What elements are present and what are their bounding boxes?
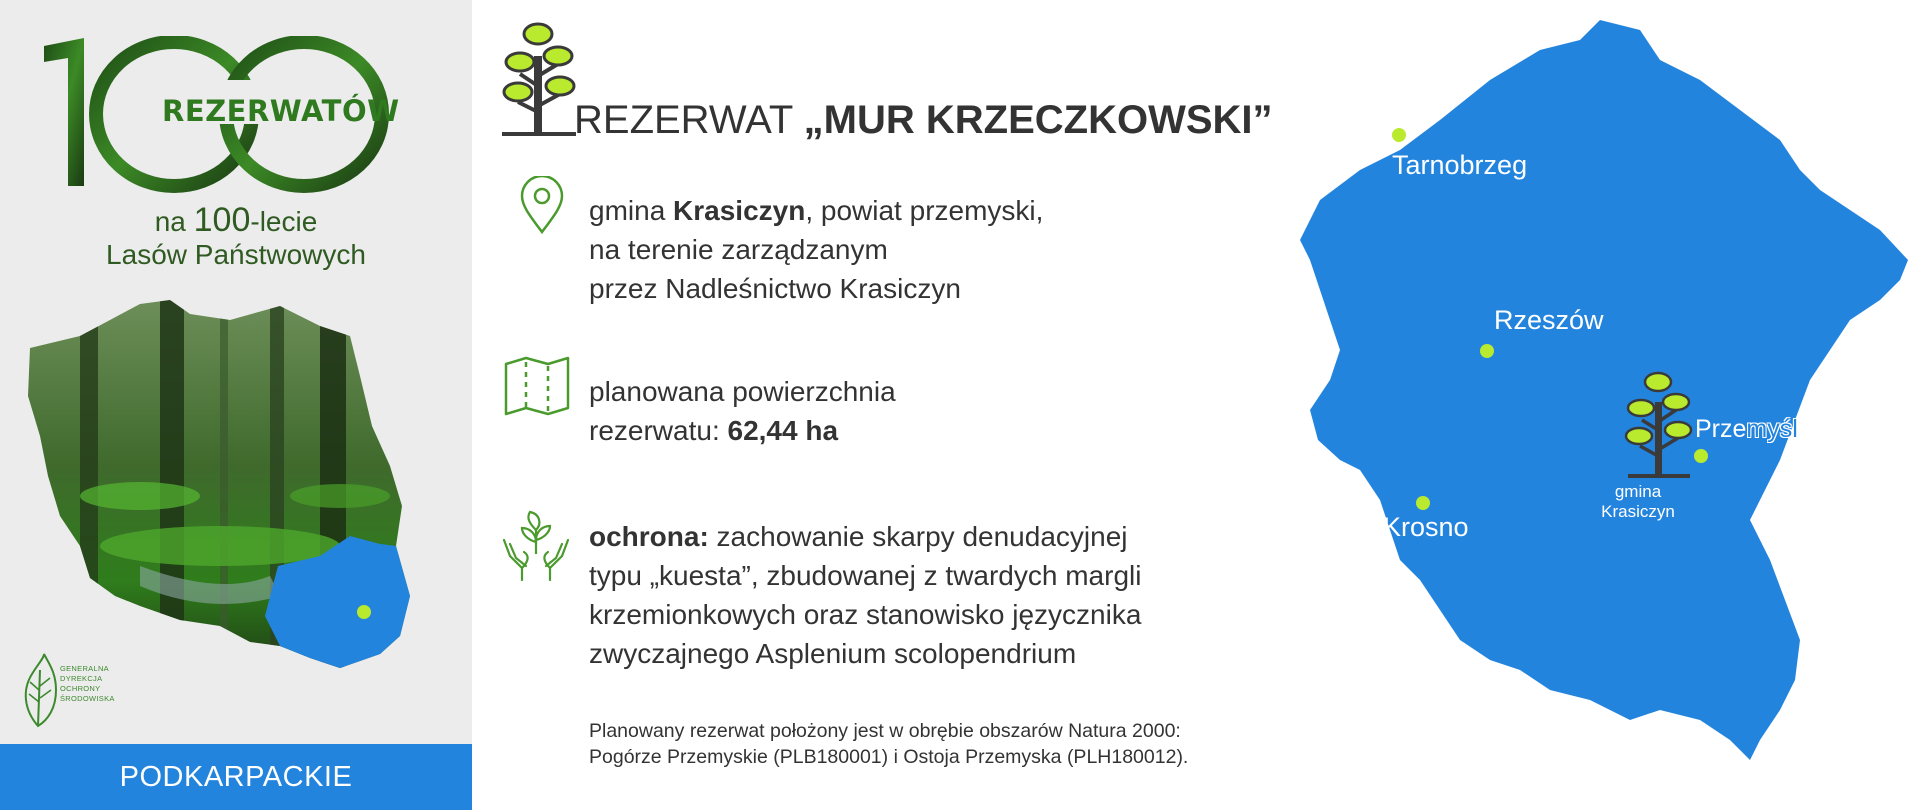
protection-line1 xyxy=(589,517,1289,556)
anniversary-subtitle xyxy=(0,201,472,271)
area-prefix: rezerwatu: xyxy=(589,415,728,446)
protection-line2: typu „kuesta”, zbudowanej z twardych margli xyxy=(589,560,1142,591)
tree-icon xyxy=(500,16,578,136)
city-dot-krosno xyxy=(1416,496,1430,510)
location-pin-icon xyxy=(512,176,572,236)
subtitle-line2: Lasów Państwowych xyxy=(106,239,366,270)
city-dot-przemysl xyxy=(1694,449,1708,463)
location-line3: przez Nadleśnictwo Krasiczyn xyxy=(589,273,961,304)
city-rzeszow: Rzeszów xyxy=(1494,305,1604,335)
przemysl-part2: myśl xyxy=(1746,415,1798,443)
page-title xyxy=(574,98,1273,143)
subtitle-suffix: -lecie xyxy=(250,206,318,237)
gdos-name xyxy=(60,664,115,704)
poland-forest-map xyxy=(20,296,430,676)
folded-map-icon xyxy=(502,356,572,416)
protection-info xyxy=(589,517,1289,673)
location-line2: na terenie zarządzanym xyxy=(589,234,888,265)
commune-name: Krasiczyn xyxy=(673,195,806,226)
gmina-line2: Krasiczyn xyxy=(1601,502,1675,521)
city-dot-tarnobrzeg xyxy=(1392,128,1406,142)
gdos-line: DYREKCJA xyxy=(60,674,103,683)
protection-line3: krzemionkowych oraz stanowisko języcznika xyxy=(589,599,1142,630)
reserve-name: „MUR KRZECZKOWSKI” xyxy=(803,98,1273,142)
gdos-line: ŚRODOWISKA xyxy=(60,694,115,703)
area-line2 xyxy=(589,411,1189,450)
location-info xyxy=(589,191,1189,308)
note-line1: Planowany rezerwat położony jest w obrębie obszarów Natura 2000: xyxy=(589,720,1181,742)
city-przemysl xyxy=(1695,415,1798,444)
city-tarnobrzeg: Tarnobrzeg xyxy=(1392,150,1528,180)
location-line1 xyxy=(589,191,1189,230)
region-bar: PODKARPACKIE xyxy=(0,744,472,810)
left-panel xyxy=(0,0,472,810)
city-dot-rzeszow xyxy=(1480,344,1494,358)
location-suffix: , powiat przemyski, xyxy=(805,195,1044,226)
przemysl-part1: Prze xyxy=(1695,415,1747,443)
hands-sprout-icon xyxy=(500,510,572,582)
note-line2: Pogórze Przemyskie (PLB180001) i Ostoja Przemyska (PLH180012). xyxy=(589,746,1189,768)
gdos-line: GENERALNA xyxy=(60,664,109,673)
city-krosno: Krosno xyxy=(1383,512,1469,542)
podkarpackie-map xyxy=(1240,0,1920,810)
area-value: 62,44 ha xyxy=(727,415,839,446)
subtitle-number: 100 xyxy=(193,201,251,239)
gmina-label xyxy=(1583,482,1693,522)
protection-line1-rest: zachowanie skarpy denudacyjnej xyxy=(708,521,1128,552)
tree-icon xyxy=(1624,366,1694,478)
location-prefix: gmina xyxy=(589,195,674,226)
natura-note xyxy=(589,718,1349,770)
gdos-line: OCHRONY xyxy=(60,684,101,693)
subtitle-prefix: na xyxy=(154,206,194,237)
protection-line4: zwyczajnego Asplenium scolopendrium xyxy=(589,638,1077,669)
area-info xyxy=(589,372,1189,450)
protection-label: ochrona: xyxy=(589,521,709,552)
rezerwatow-label: REZERWATÓW xyxy=(162,94,400,128)
area-line1: planowana powierzchnia xyxy=(589,376,896,407)
title-prefix: REZERWAT xyxy=(574,98,804,142)
gmina-line1: gmina xyxy=(1614,482,1662,501)
